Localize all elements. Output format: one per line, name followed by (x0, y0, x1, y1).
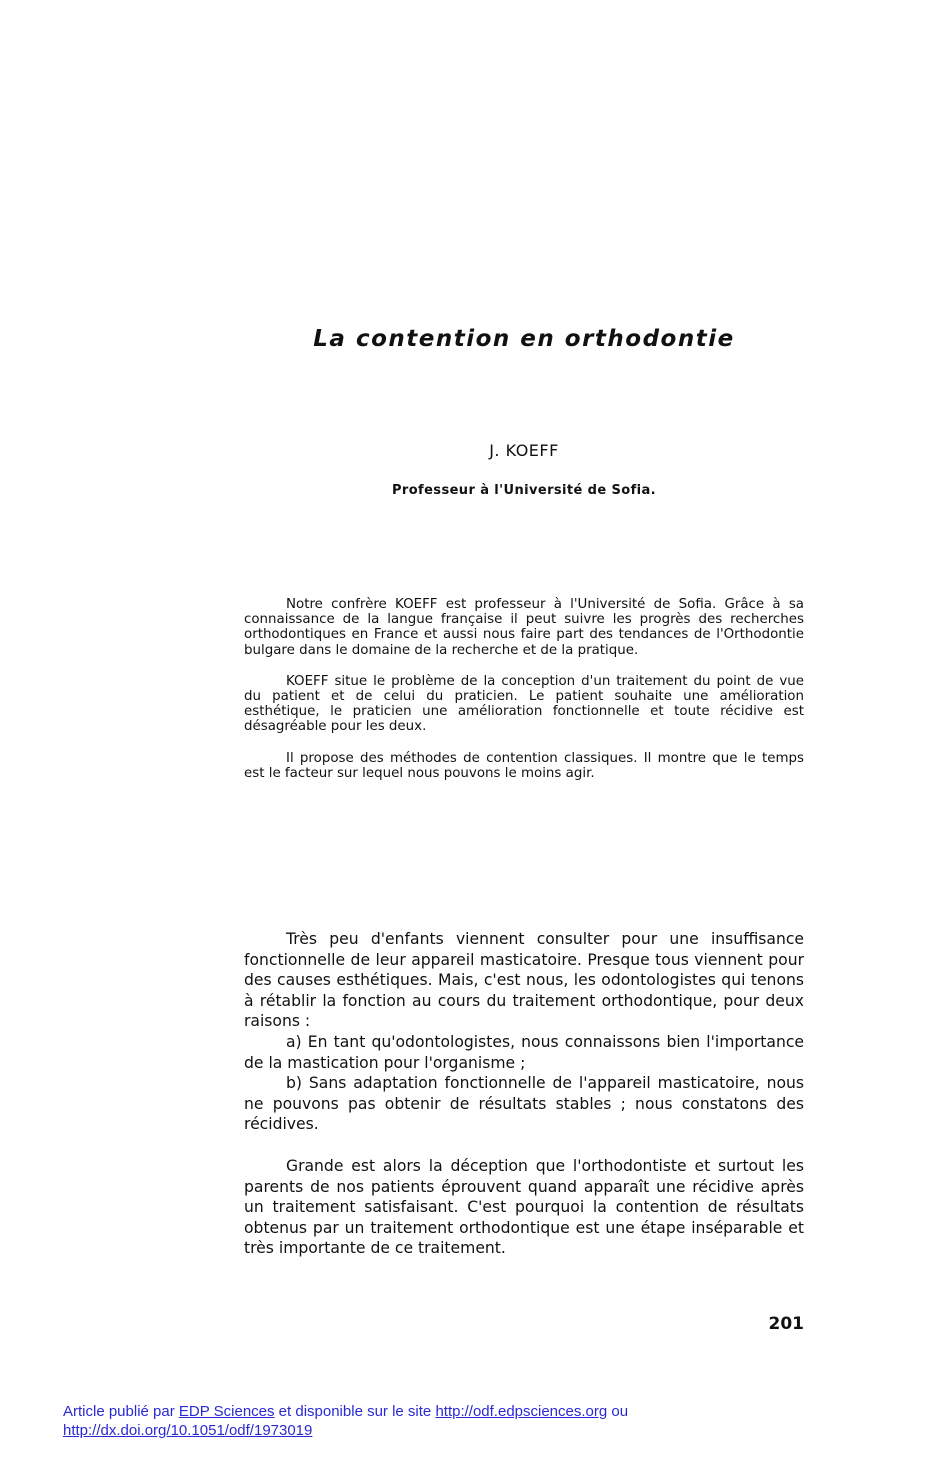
body-paragraph: Grande est alors la déception que l'orthodontiste et surtout les parents de nos patients éprouvent quand apparaît une récidive après un traitement satisfaisant. C'est pourquoi la contention de résultats obtenus par un traitement orthodontique est une étape inséparable et très importante de ce traitement. (244, 1156, 804, 1258)
body-list-item: b) Sans adaptation fonctionnelle de l'appareil masticatoire, nous ne pouvons pas obtenir de résultats stables ; nous constatons des récidives. (244, 1074, 804, 1134)
body-text (244, 929, 804, 1280)
author-name: J. KOEFF (489, 441, 559, 460)
body-paragraph: Très peu d'enfants viennent consulter pour une insuffisance fonctionnelle de leur appareil masticatoire. Presque tous viennent pour des causes esthétiques. Mais, c'est nous, les odontologistes qui tenons à rétablir la fonction au cours du traitement orthodontique, pour deux raisons : (244, 930, 804, 1031)
doi-link[interactable]: http://dx.doi.org/10.1051/odf/1973019 (63, 1422, 313, 1439)
site-link[interactable]: http://odf.edpsciences.org (435, 1403, 608, 1420)
abstract-paragraph: KOEFF situe le problème de la conception d'un traitement du point de vue du patient et de celui du praticien. Le patient souhaite une amélioration esthétique, le praticien une amélioration fonctionnelle et toute récidive est désagréable pour les deux. (244, 673, 804, 735)
publisher-footer (63, 1402, 903, 1440)
abstract-paragraph: Notre confrère KOEFF est professeur à l'Université de Sofia. Grâce à sa connaissance de la langue française il peut suivre les progrès des recherches orthodontiques en France et aussi nous faire part des tendances de l'Orthodontie bulgare dans le domaine de la recherche et de la pratique. (244, 597, 804, 658)
footer-text: ou (607, 1403, 629, 1420)
author-affiliation: Professeur à l'Université de Sofia. (391, 483, 657, 498)
body-list-item: a) En tant qu'odontologistes, nous connaissons bien l'importance de la mastication pour l'organisme ; (244, 1032, 804, 1072)
footer-text: et disponible sur le site (274, 1403, 436, 1420)
publisher-link[interactable]: EDP Sciences (178, 1403, 275, 1420)
abstract-paragraph: Il propose des méthodes de contention classiques. Il montre que le temps est le facteur sur lequel nous pouvons le moins agir. (244, 750, 804, 781)
article-title: La contention en orthodontie (313, 326, 735, 352)
footer-text: Article publié par (63, 1403, 179, 1420)
abstract (244, 597, 804, 797)
page-number: 201 (768, 1314, 804, 1334)
